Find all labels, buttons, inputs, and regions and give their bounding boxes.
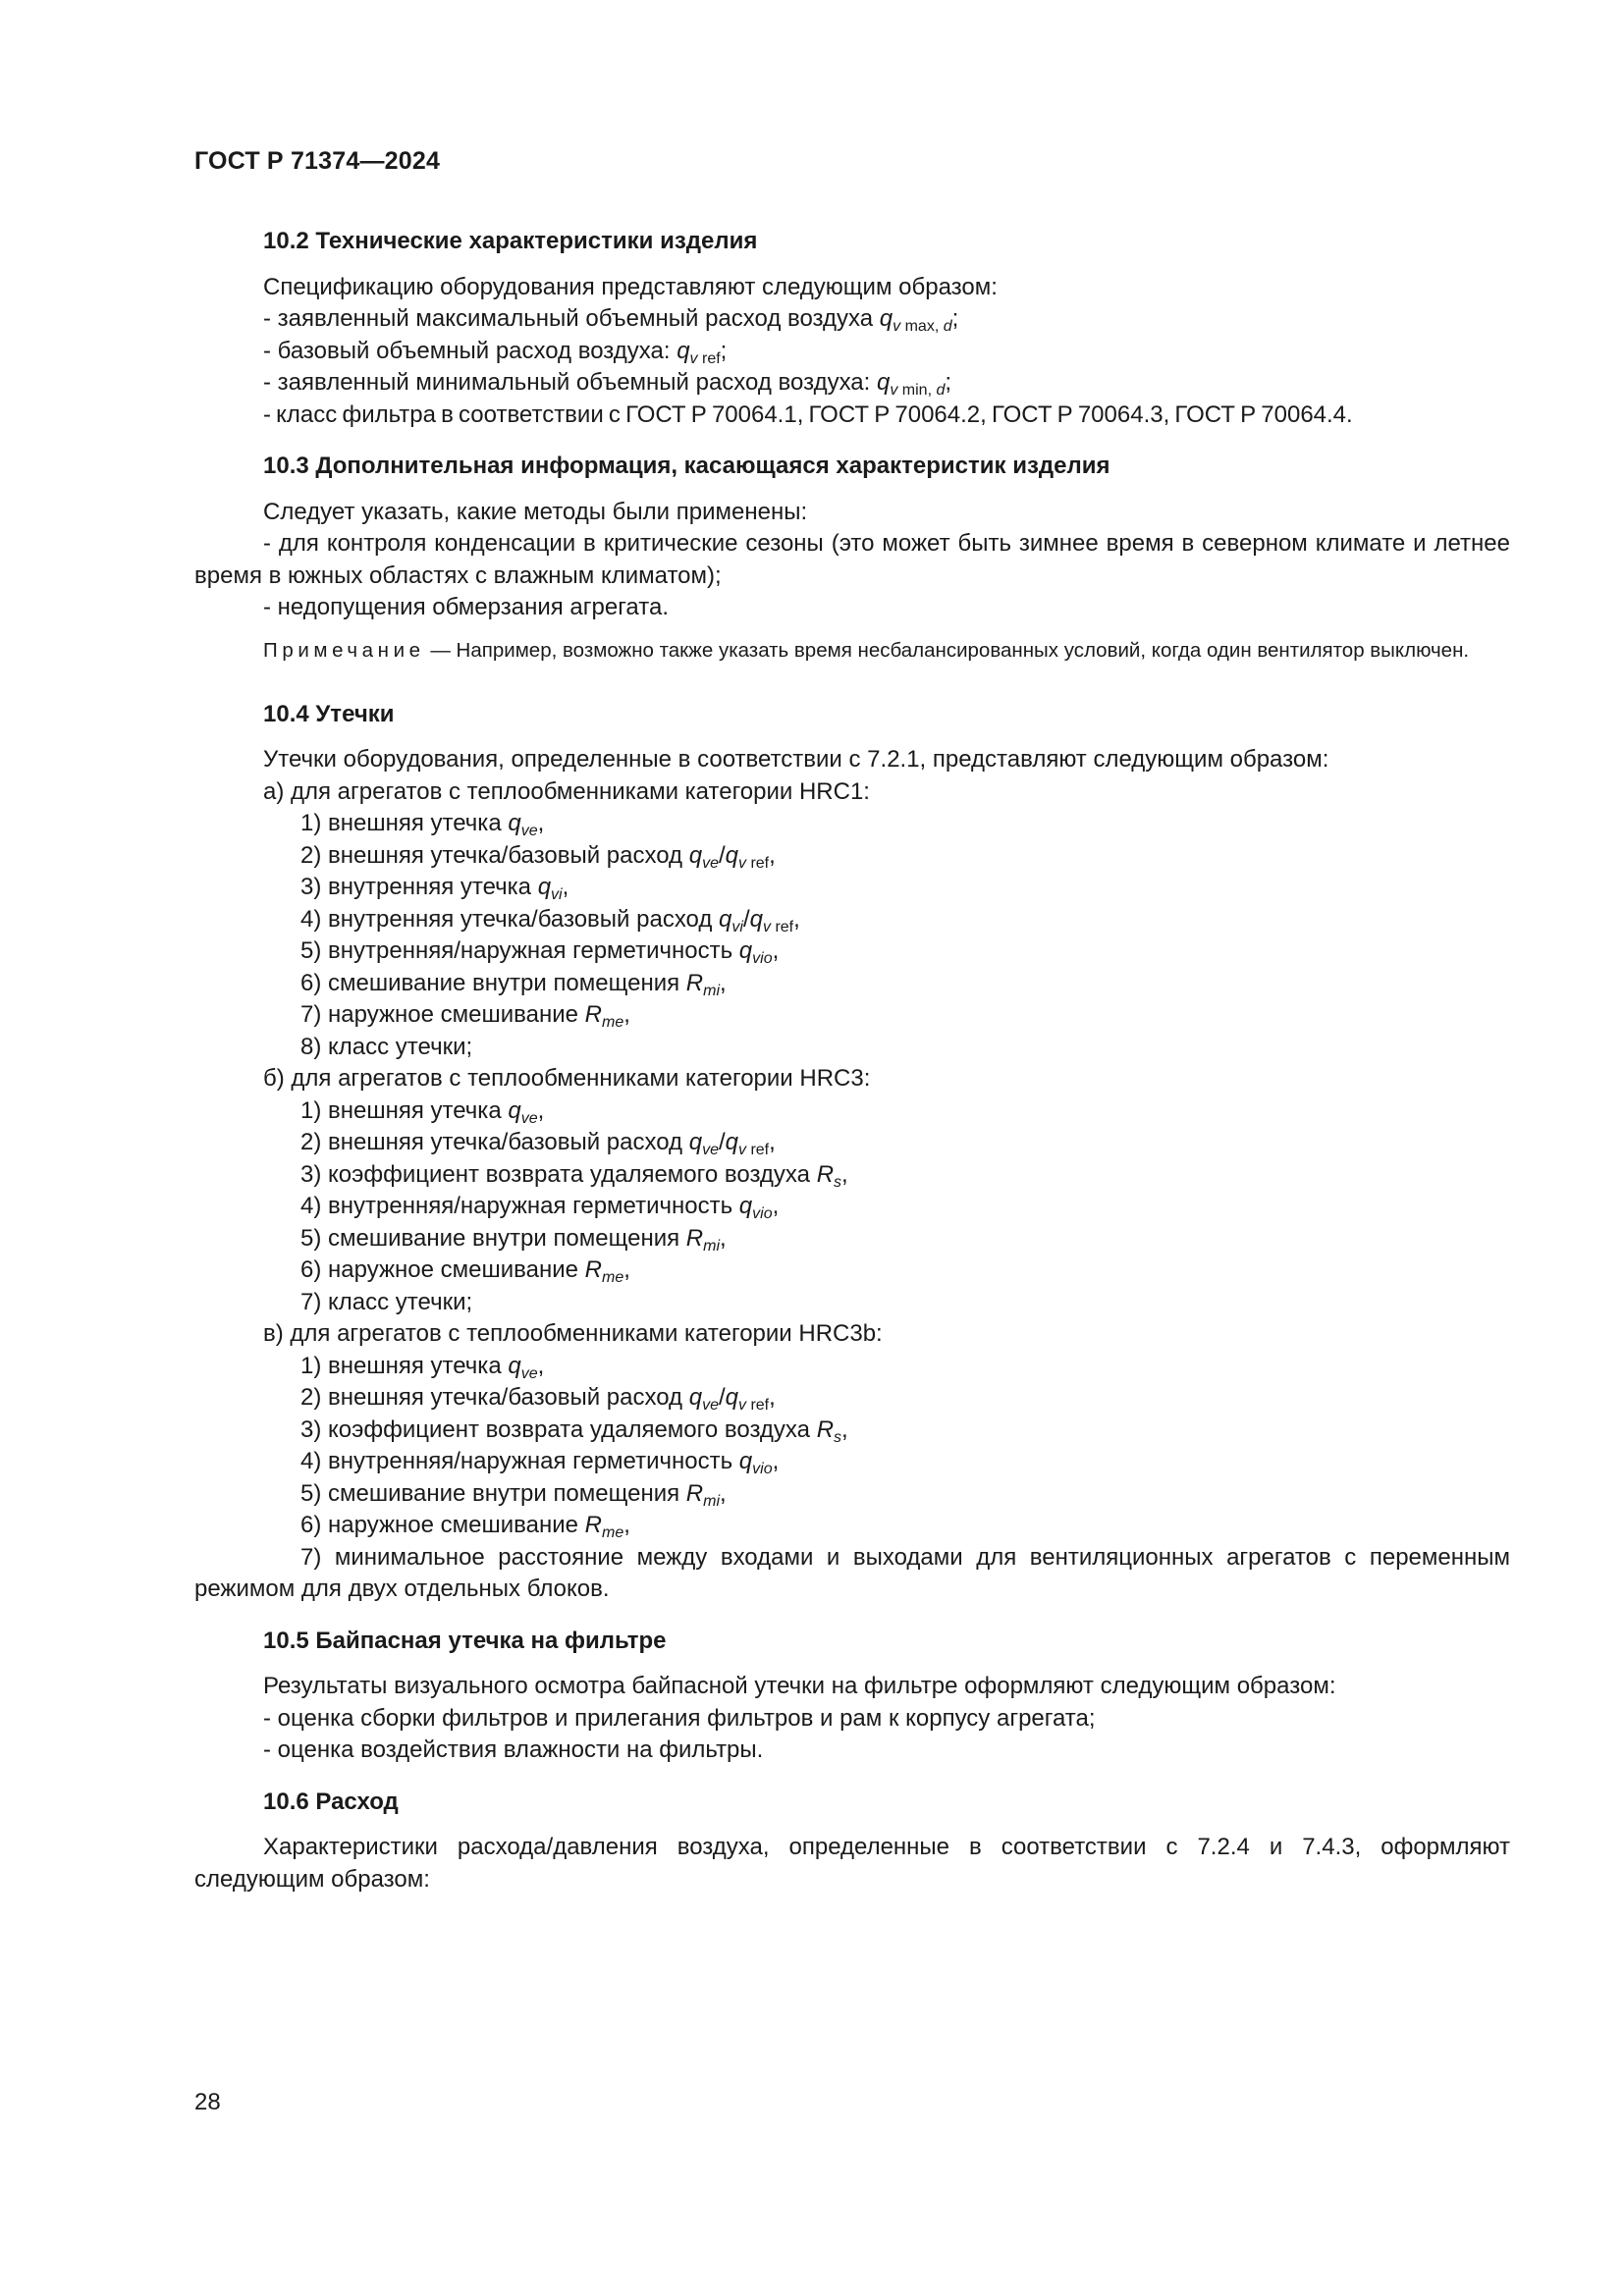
- list-b-title: б) для агрегатов с теплообменниками категории HRC3:: [263, 1065, 871, 1092]
- list-item: 4) внутренняя/наружная герметичность $q_{vio}$,: [300, 1193, 780, 1222]
- list-item: 2) внешняя утечка/базовый расход $q_{ve}/q_{v ref}$,: [300, 841, 776, 872]
- list-item: 2) внешняя утечка/базовый расход $q_{ve}/q_{v ref}$,: [300, 1129, 776, 1158]
- list-item: 1) внешняя утечка $q_{ve}$,: [300, 1352, 545, 1382]
- section-10-2-intro: Спецификацию оборудования представляют следующим образом:: [263, 273, 998, 300]
- section-10-6-heading: 10.6 Расход: [263, 1788, 399, 1815]
- spec-item-ref-flow: - базовый объемный расход воздуха: $q_{v ref}$;: [263, 337, 728, 367]
- list-item: 3) коэффициент возврата удаляемого воздуха $R_s$,: [300, 1415, 848, 1446]
- document-body: [194, 226, 1510, 1896]
- list-item: 6) наружное смешивание $R_{me}$,: [300, 1256, 630, 1286]
- section-10-4-intro: Утечки оборудования, определенные в соответствии с 7.2.1, представляют следующим образом:: [263, 746, 1329, 773]
- list-item: 1) внешняя утечка $q_{ve}$,: [300, 810, 545, 839]
- list-item: 3) внутренняя утечка $q_{vi}$,: [300, 874, 569, 903]
- bypass-item-humidity: - оценка воздействия влажности на фильтры.: [263, 1736, 764, 1763]
- section-10-3-intro: Следует указать, какие методы были применены:: [263, 498, 808, 525]
- list-c-title: в) для агрегатов с теплообменниками категории HRC3b:: [263, 1320, 883, 1347]
- page-number: 28: [194, 2089, 221, 2115]
- list-item: 4) внутренняя/наружная герметичность $q_{vio}$,: [300, 1448, 780, 1477]
- method-item-freezing: - недопущения обмерзания агрегата.: [263, 594, 669, 620]
- section-10-3-note: Примечание — Например, возможно также указать время несбалансированных условий, когда один вентилятор выключен.: [263, 638, 1470, 662]
- list-item: 5) внутренняя/наружная герметичность $q_{vio}$,: [300, 937, 780, 967]
- section-10-3-heading: 10.3 Дополнительная информация, касающаяся характеристик изделия: [263, 453, 1110, 479]
- section-10-5-intro: Результаты визуального осмотра байпасной утечки на фильтре оформляют следующим образом:: [263, 1673, 1336, 1699]
- list-item: 4) внутренняя утечка/базовый расход $q_{vi}/q_{v ref}$,: [300, 905, 800, 935]
- list-item: 5) смешивание внутри помещения $R_{mi}$,: [300, 1224, 727, 1255]
- list-item: 5) смешивание внутри помещения $R_{mi}$,: [300, 1479, 727, 1510]
- list-item: 6) смешивание внутри помещения $R_{mi}$,: [300, 969, 727, 999]
- list-item: 8) класс утечки;: [300, 1033, 473, 1060]
- method-item-condensation: - для контроля конденсации в критические сезоны (это может быть зимнее время в северном климате и летнее время в южных областях с влажным климатом);: [194, 530, 1510, 589]
- spec-item-min-flow: - заявленный минимальный объемный расход воздуха: $q_{v min, d}$;: [263, 369, 952, 399]
- spec-item-filter-class: - класс фильтра в соответствии с ГОСТ Р 70064.1, ГОСТ Р 70064.2, ГОСТ Р 70064.3, ГОСТ Р 70064.4.: [263, 400, 1353, 428]
- list-a-title: а) для агрегатов с теплообменниками категории HRC1:: [263, 777, 870, 805]
- bypass-item-assembly: - оценка сборки фильтров и прилегания фильтров и рам к корпусу агрегата;: [263, 1704, 1096, 1732]
- section-10-4-heading: 10.4 Утечки: [263, 700, 395, 727]
- document-code-header: ГОСТ Р 71374—2024: [194, 147, 441, 175]
- note-label: Примечание: [263, 638, 425, 662]
- list-item: 7) класс утечки;: [300, 1288, 473, 1315]
- list-item: 7) минимальное расстояние между входами и выходами для вентиляционных агрегатов с переменным режимом для двух отдельных блоков.: [194, 1543, 1510, 1602]
- list-item: 3) коэффициент возврата удаляемого воздуха $R_s$,: [300, 1160, 848, 1191]
- list-item: 2) внешняя утечка/базовый расход $q_{ve}/q_{v ref}$,: [300, 1384, 776, 1414]
- spec-item-max-flow: - заявленный максимальный объемный расход воздуха $q_{v max, d}$;: [263, 305, 959, 335]
- list-item: 1) внешняя утечка $q_{ve}$,: [300, 1096, 545, 1127]
- section-10-2-heading: 10.2 Технические характеристики изделия: [263, 228, 758, 254]
- list-item: 6) наружное смешивание $R_{me}$,: [300, 1512, 630, 1541]
- section-10-6-text: Характеристики расхода/давления воздуха, определенные в соответствии с 7.2.4 и 7.4.3, оформляют следующим образом:: [194, 1834, 1510, 1893]
- list-item: 7) наружное смешивание $R_{me}$,: [300, 1001, 630, 1031]
- section-10-5-heading: 10.5 Байпасная утечка на фильтре: [263, 1627, 667, 1654]
